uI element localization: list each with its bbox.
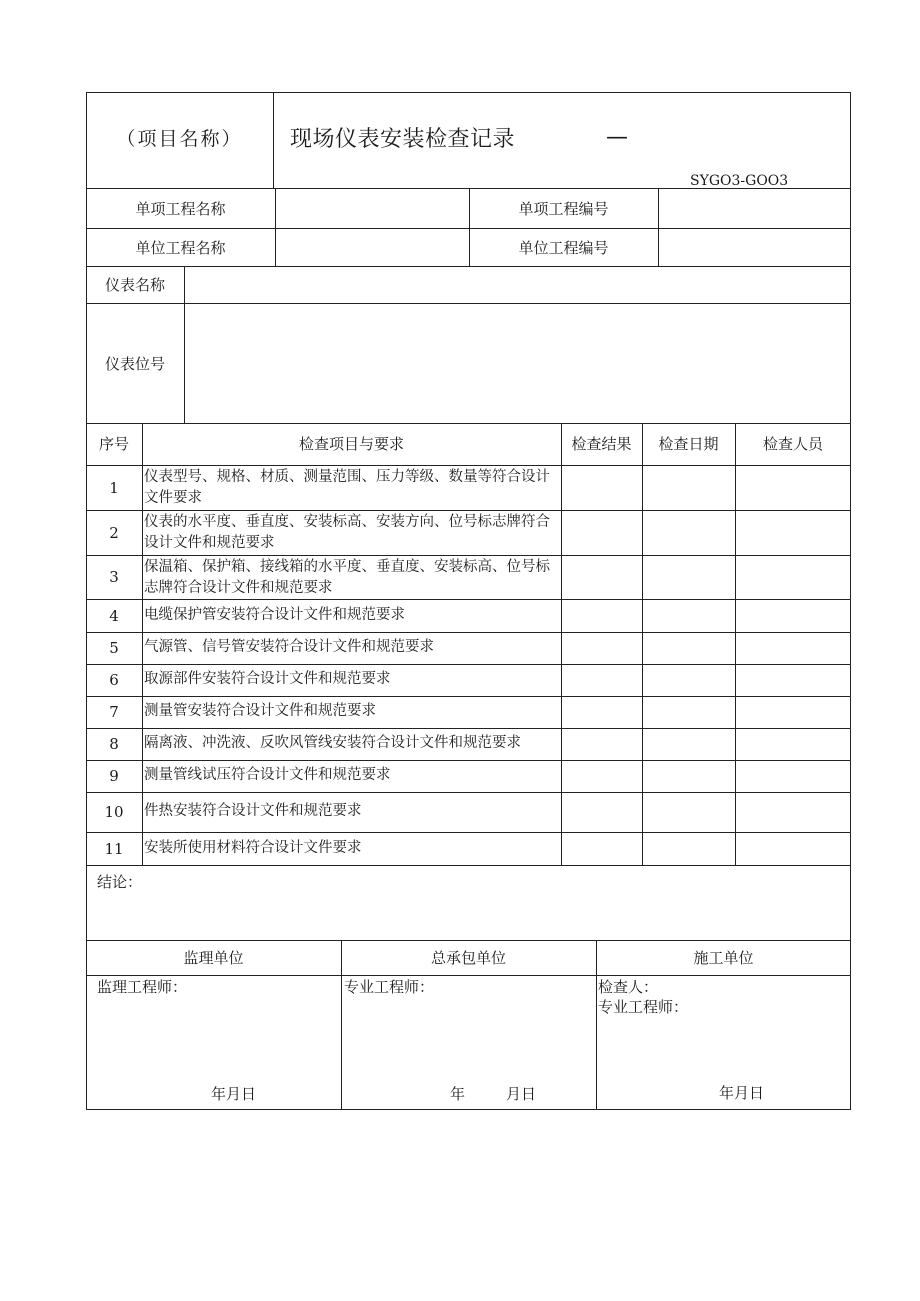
instrument-tag-label: 仪表位号 (104, 355, 165, 373)
unit-no-field[interactable] (662, 238, 847, 258)
row-item: 件热安装符合设计文件和规范要求 (144, 803, 362, 819)
header-inspector: 检查人员 (762, 435, 823, 453)
title-dash: — (606, 125, 629, 150)
row-item: 取源部件安装符合设计文件和规范要求 (144, 671, 391, 687)
row-no: 1 (109, 479, 119, 497)
col-line (184, 266, 185, 423)
row-no: 11 (104, 840, 124, 858)
row-line (86, 728, 851, 729)
row-line (86, 975, 851, 976)
row-line (86, 510, 851, 511)
row-line (86, 696, 851, 697)
col-line (642, 423, 643, 865)
contractor-date-year: 年 (450, 1085, 466, 1103)
instrument-tag-field[interactable] (190, 354, 845, 374)
row-item: 仪表的水平度、垂直度、安装标高、安装方向、位号标志牌符合设计文件和规范要求 (144, 514, 550, 551)
inspector-label: 检查人： (598, 978, 659, 996)
row-item: 隔离液、冲洗液、反吹风管线安装符合设计文件和规范要求 (144, 735, 521, 751)
col-line (142, 423, 143, 865)
col-line (658, 188, 659, 266)
single-item-name-field[interactable] (280, 199, 465, 219)
row-line (86, 303, 851, 304)
conclusion-label: 结论： (97, 873, 143, 891)
row-no: 3 (109, 568, 119, 586)
single-item-no-field[interactable] (662, 199, 847, 219)
contractor-date-month-day: 月日 (506, 1085, 537, 1103)
construction-date: 年月日 (719, 1084, 765, 1102)
header-date: 检查日期 (658, 435, 719, 453)
row-line (86, 792, 851, 793)
col-line (275, 188, 276, 266)
row-no: 7 (109, 703, 119, 721)
row-line (86, 599, 851, 600)
row-line (86, 465, 851, 466)
row-no: 8 (109, 735, 119, 753)
row-line (86, 760, 851, 761)
col-line (735, 423, 736, 865)
unit-name-field[interactable] (280, 238, 465, 258)
table-top-line (86, 423, 851, 424)
row-no: 5 (109, 639, 119, 657)
row-no: 2 (109, 524, 119, 542)
project-name: （项目名称） (116, 128, 243, 150)
row-item: 电缆保护管安装符合设计文件和规范要求 (144, 607, 405, 623)
header-item: 检查项目与要求 (298, 435, 404, 453)
header-divider (273, 92, 274, 188)
row-item: 测量管线试压符合设计文件和规范要求 (144, 767, 391, 783)
single-item-name-label: 单项工程名称 (135, 200, 226, 218)
row-item: 气源管、信号管安装符合设计文件和规范要求 (144, 639, 434, 655)
row-line (86, 664, 851, 665)
header-no: 序号 (98, 435, 129, 453)
row-item: 安装所使用材料符合设计文件要求 (144, 840, 362, 856)
row-no: 9 (109, 767, 119, 785)
instrument-name-field[interactable] (190, 275, 845, 295)
unit-no-label: 单位工程编号 (518, 239, 609, 257)
row-line (86, 632, 851, 633)
instrument-name-label: 仪表名称 (104, 276, 165, 294)
unit-name-label: 单位工程名称 (135, 239, 226, 257)
row-item: 保温箱、保护箱、接线箱的水平度、垂直度、安装标高、位号标志牌符合设计文件和规范要求 (144, 559, 550, 596)
header-result: 检查结果 (571, 435, 632, 453)
row-item: 仪表型号、规格、材质、测量范围、压力等级、数量等符合设计文件要求 (144, 469, 550, 506)
form-code: SYGO3-GOO3 (690, 173, 789, 189)
row-item: 测量管安装符合设计文件和规范要求 (144, 703, 376, 719)
supervision-unit: 监理单位 (183, 949, 244, 967)
row-line (86, 865, 851, 866)
general-contractor-unit: 总承包单位 (430, 949, 506, 967)
row-line (86, 266, 851, 267)
row-no: 6 (109, 671, 119, 689)
construction-engineer-label: 专业工程师： (598, 998, 689, 1016)
row-line (86, 940, 851, 941)
row-no: 4 (109, 607, 119, 625)
contractor-engineer-label: 专业工程师： (344, 978, 435, 996)
page-title: 现场仪表安装检查记录 (290, 127, 516, 152)
construction-unit: 施工单位 (693, 949, 754, 967)
row-line (86, 832, 851, 833)
supervision-date: 年月日 (211, 1085, 257, 1103)
col-line (561, 423, 562, 865)
supervision-engineer-label: 监理工程师： (97, 978, 188, 996)
single-item-no-label: 单项工程编号 (518, 200, 609, 218)
row-no: 10 (104, 803, 124, 821)
row-line (86, 555, 851, 556)
